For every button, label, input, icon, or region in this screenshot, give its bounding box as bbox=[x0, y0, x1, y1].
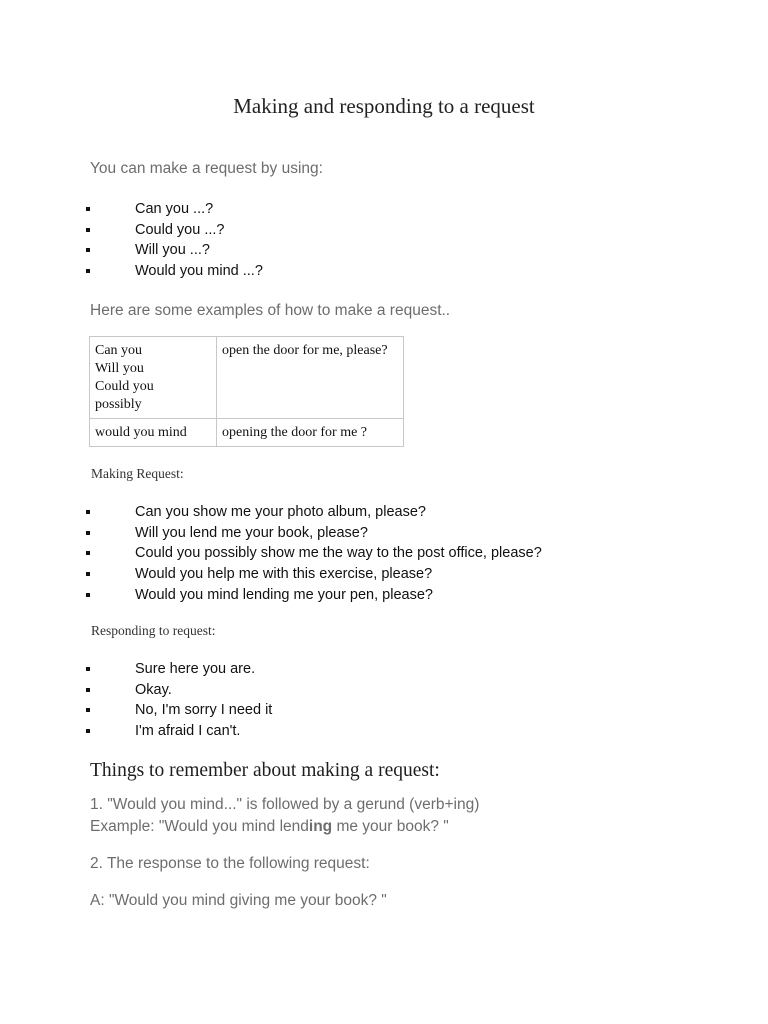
bullet-icon bbox=[86, 228, 90, 232]
table-row bbox=[90, 337, 404, 419]
making-request-list bbox=[0, 502, 542, 605]
list-item: Can you ...? bbox=[0, 199, 263, 220]
dialog-line-a: A: "Would you mind giving me your book? " bbox=[90, 892, 387, 909]
list-item: Could you ...? bbox=[0, 220, 263, 241]
bullet-icon bbox=[86, 248, 90, 252]
bullet-icon bbox=[86, 729, 90, 733]
list-item: Will you lend me your book, please? bbox=[0, 523, 542, 544]
examples-table bbox=[89, 336, 404, 447]
bullet-icon bbox=[86, 510, 90, 514]
bullet-icon bbox=[86, 593, 90, 597]
examples-heading: Here are some examples of how to make a request.. bbox=[90, 302, 451, 319]
table-cell: opening the door for me ? bbox=[217, 419, 404, 447]
emphasis-text: ing bbox=[308, 818, 333, 835]
list-item: No, I'm sorry I need it bbox=[0, 700, 272, 721]
remember-heading: Things to remember about making a request: bbox=[90, 760, 440, 781]
point-1-example: Example: "Would you mind lending me your book? " bbox=[90, 818, 449, 835]
bullet-icon bbox=[86, 688, 90, 692]
making-request-label: Making Request: bbox=[91, 466, 184, 481]
list-item: I'm afraid I can't. bbox=[0, 721, 272, 742]
table-cell: open the door for me, please? bbox=[217, 337, 404, 419]
list-item: Will you ...? bbox=[0, 240, 263, 261]
list-item: Okay. bbox=[0, 680, 272, 701]
point-2: 2. The response to the following request: bbox=[90, 855, 370, 872]
bullet-icon bbox=[86, 667, 90, 671]
responding-list bbox=[0, 659, 272, 742]
bullet-icon bbox=[86, 708, 90, 712]
table-cell: Can you Will you Could you possibly bbox=[90, 337, 217, 419]
list-item: Sure here you are. bbox=[0, 659, 272, 680]
table-cell: would you mind bbox=[90, 419, 217, 447]
table-row bbox=[90, 419, 404, 447]
list-item: Would you mind lending me your pen, please? bbox=[0, 585, 542, 606]
list-item: Would you help me with this exercise, please? bbox=[0, 564, 542, 585]
point-1-line-1: 1. "Would you mind..." is followed by a gerund (verb+ing) bbox=[90, 796, 480, 813]
responding-label: Responding to request: bbox=[91, 623, 216, 638]
bullet-icon bbox=[86, 572, 90, 576]
bullet-icon bbox=[86, 269, 90, 273]
page-title: Making and responding to a request bbox=[233, 94, 535, 118]
request-forms-list bbox=[0, 199, 263, 282]
list-item: Can you show me your photo album, please? bbox=[0, 502, 542, 523]
bullet-icon bbox=[86, 551, 90, 555]
list-item: Could you possibly show me the way to the post office, please? bbox=[0, 543, 542, 564]
bullet-icon bbox=[86, 531, 90, 535]
bullet-icon bbox=[86, 207, 90, 211]
list-item: Would you mind ...? bbox=[0, 261, 263, 282]
intro-text: You can make a request by using: bbox=[90, 160, 323, 177]
